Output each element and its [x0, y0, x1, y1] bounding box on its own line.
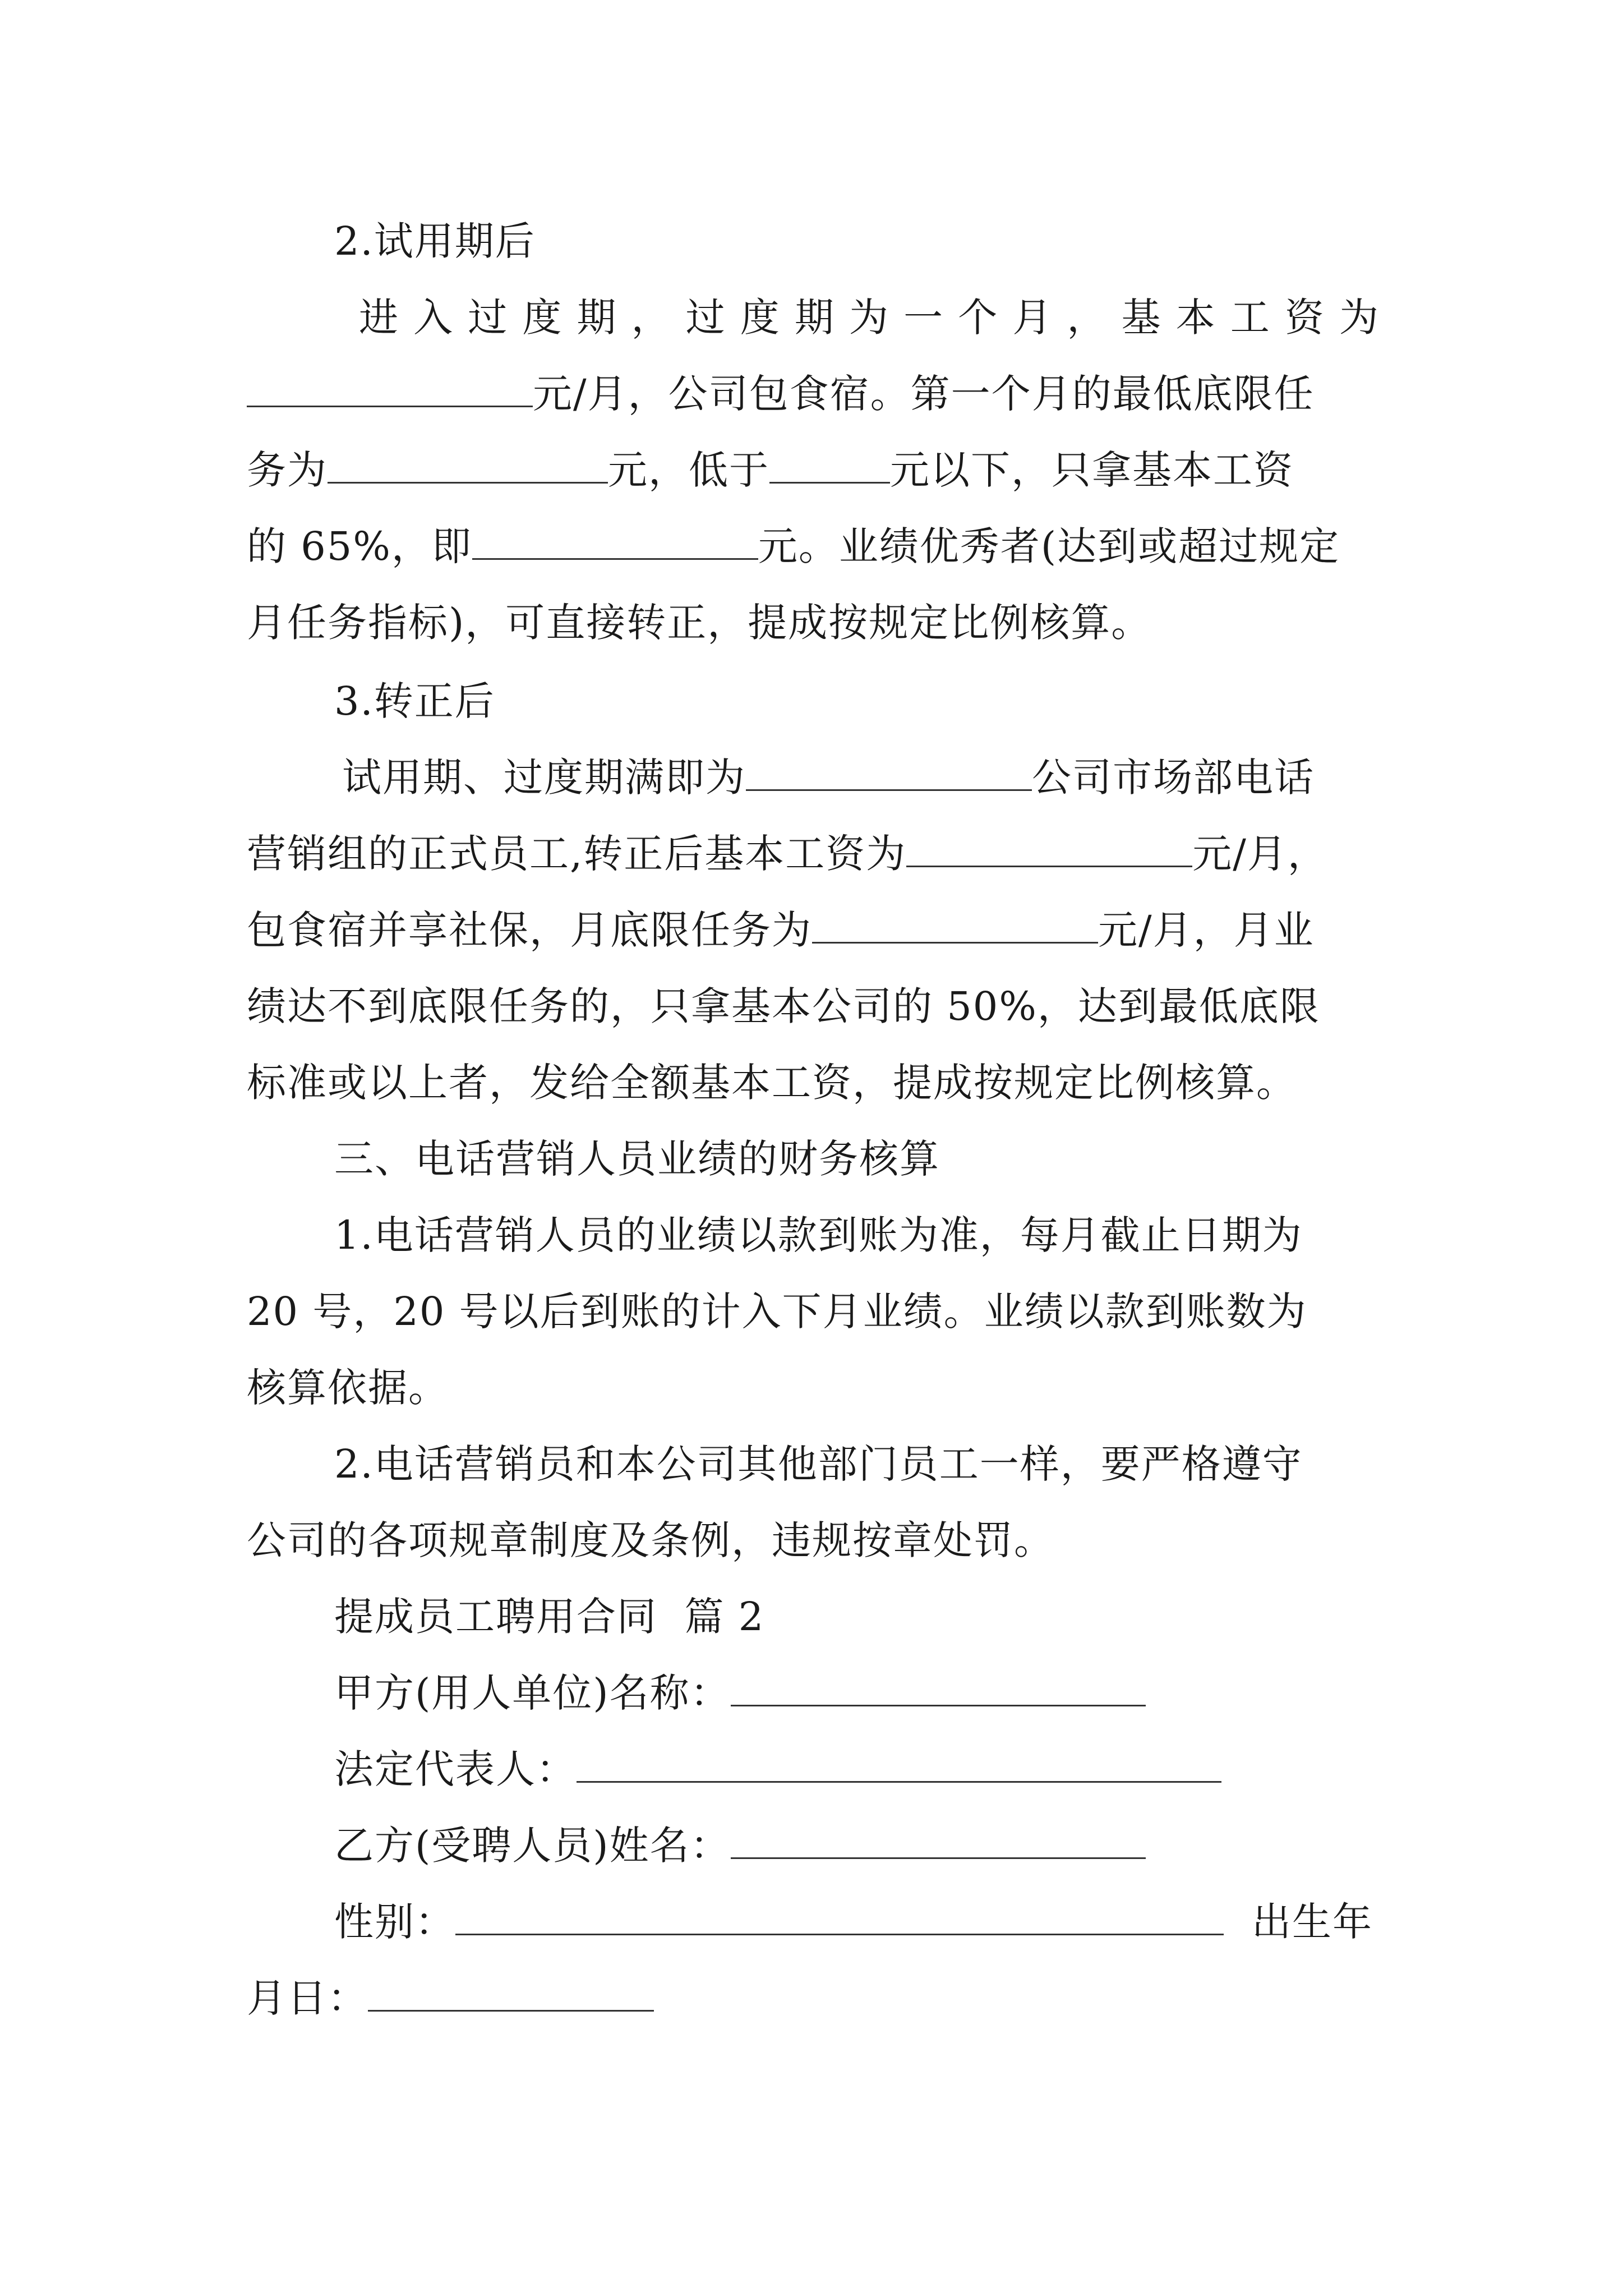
- blank-company-name[interactable]: [746, 754, 1032, 791]
- justified-char: 工: [1230, 295, 1271, 341]
- heading-after-probation: 2.试用期后: [334, 218, 536, 264]
- justified-char: 过: [468, 295, 509, 341]
- justified-char: 度: [522, 295, 563, 341]
- paragraph-transition-line-1: [359, 292, 1380, 343]
- paragraph-transition-line-3: 务为 元，低于 元以下，只拿基本工资: [247, 447, 1294, 493]
- gender-row: 性别： 出生年: [334, 1899, 1373, 1945]
- blank-below-amount[interactable]: [769, 447, 890, 484]
- justified-char: 资: [1284, 295, 1325, 341]
- birth-date-row: 月日：: [247, 1973, 654, 2023]
- heading-after-regular: 3.转正后: [334, 678, 495, 724]
- party-a-name-field[interactable]: [731, 1670, 1146, 1706]
- justified-char: ，: [631, 295, 672, 341]
- justified-char: ，: [1067, 295, 1108, 341]
- justified-char: 入: [413, 295, 454, 341]
- justified-char: 度: [740, 295, 781, 341]
- justified-char: 一: [903, 295, 944, 341]
- item-2-line-1: 2.电话营销员和本公司其他部门员工一样，要严格遵守: [334, 1441, 1303, 1487]
- paragraph-regular-line-1: 试用期、过度期满即为 公司市场部电话: [342, 754, 1315, 800]
- item-1-line-1: 1.电话营销人员的业绩以款到账为准，每月截止日期为: [334, 1212, 1303, 1258]
- paragraph-regular-line-3: 包食宿并享社保，月底限任务为 元/月，月业: [247, 907, 1315, 953]
- justified-char: 月: [1012, 295, 1053, 341]
- blank-base-salary[interactable]: [247, 371, 533, 407]
- paragraph-regular-line-4: 绩达不到底限任务的，只拿基本公司的 50%，达到最低底限: [247, 983, 1320, 1029]
- blank-min-task[interactable]: [328, 447, 608, 484]
- item-1-line-3: 核算依据。: [247, 1365, 449, 1411]
- party-b-name-field[interactable]: [731, 1823, 1146, 1859]
- legal-rep-field[interactable]: [577, 1746, 1221, 1783]
- item-2-line-2: 公司的各项规章制度及条例，违规按章处罚。: [247, 1517, 1054, 1563]
- justified-char: 为: [849, 295, 889, 341]
- justified-char: 进: [359, 295, 399, 341]
- paragraph-transition-line-5: 月任务指标)，可直接转正，提成按规定比例核算。: [247, 600, 1152, 646]
- paragraph-regular-line-2: 营销组的正式员工,转正后基本工资为 元/月，: [247, 831, 1328, 877]
- justified-char: 过: [685, 295, 726, 341]
- birth-date-field[interactable]: [368, 1975, 654, 2012]
- paragraph-transition-line-2: 元/月，公司包食宿。第一个月的最低底限任: [247, 369, 1315, 419]
- legal-rep-row: 法定代表人：: [334, 1744, 1221, 1795]
- justified-char: 为: [1339, 295, 1380, 341]
- blank-65-percent-amount[interactable]: [472, 523, 758, 560]
- justified-char: 期: [794, 295, 835, 341]
- contract-title: 提成员工聘用合同 篇 2: [334, 1594, 765, 1640]
- section-three-title: 三、电话营销人员业绩的财务核算: [334, 1136, 940, 1182]
- item-1-line-2: 20 号，20 号以后到账的计入下月业绩。业绩以款到账数为: [247, 1289, 1307, 1335]
- blank-monthly-task[interactable]: [812, 907, 1098, 944]
- party-a-row: 甲方(用人单位)名称：: [334, 1668, 1146, 1718]
- justified-char: 个: [958, 295, 999, 341]
- party-b-row: 乙方(受聘人员)姓名：: [334, 1820, 1146, 1871]
- paragraph-regular-line-5: 标准或以上者，发给全额基本工资，提成按规定比例核算。: [247, 1060, 1297, 1106]
- paragraph-transition-line-4: 的 65%，即 元。业绩优秀者(达到或超过规定: [247, 523, 1340, 569]
- justified-char: 期: [577, 295, 617, 341]
- justified-char: 本: [1175, 295, 1216, 341]
- blank-regular-salary[interactable]: [906, 831, 1192, 867]
- justified-char: 基: [1121, 295, 1162, 341]
- gender-field[interactable]: [455, 1899, 1224, 1935]
